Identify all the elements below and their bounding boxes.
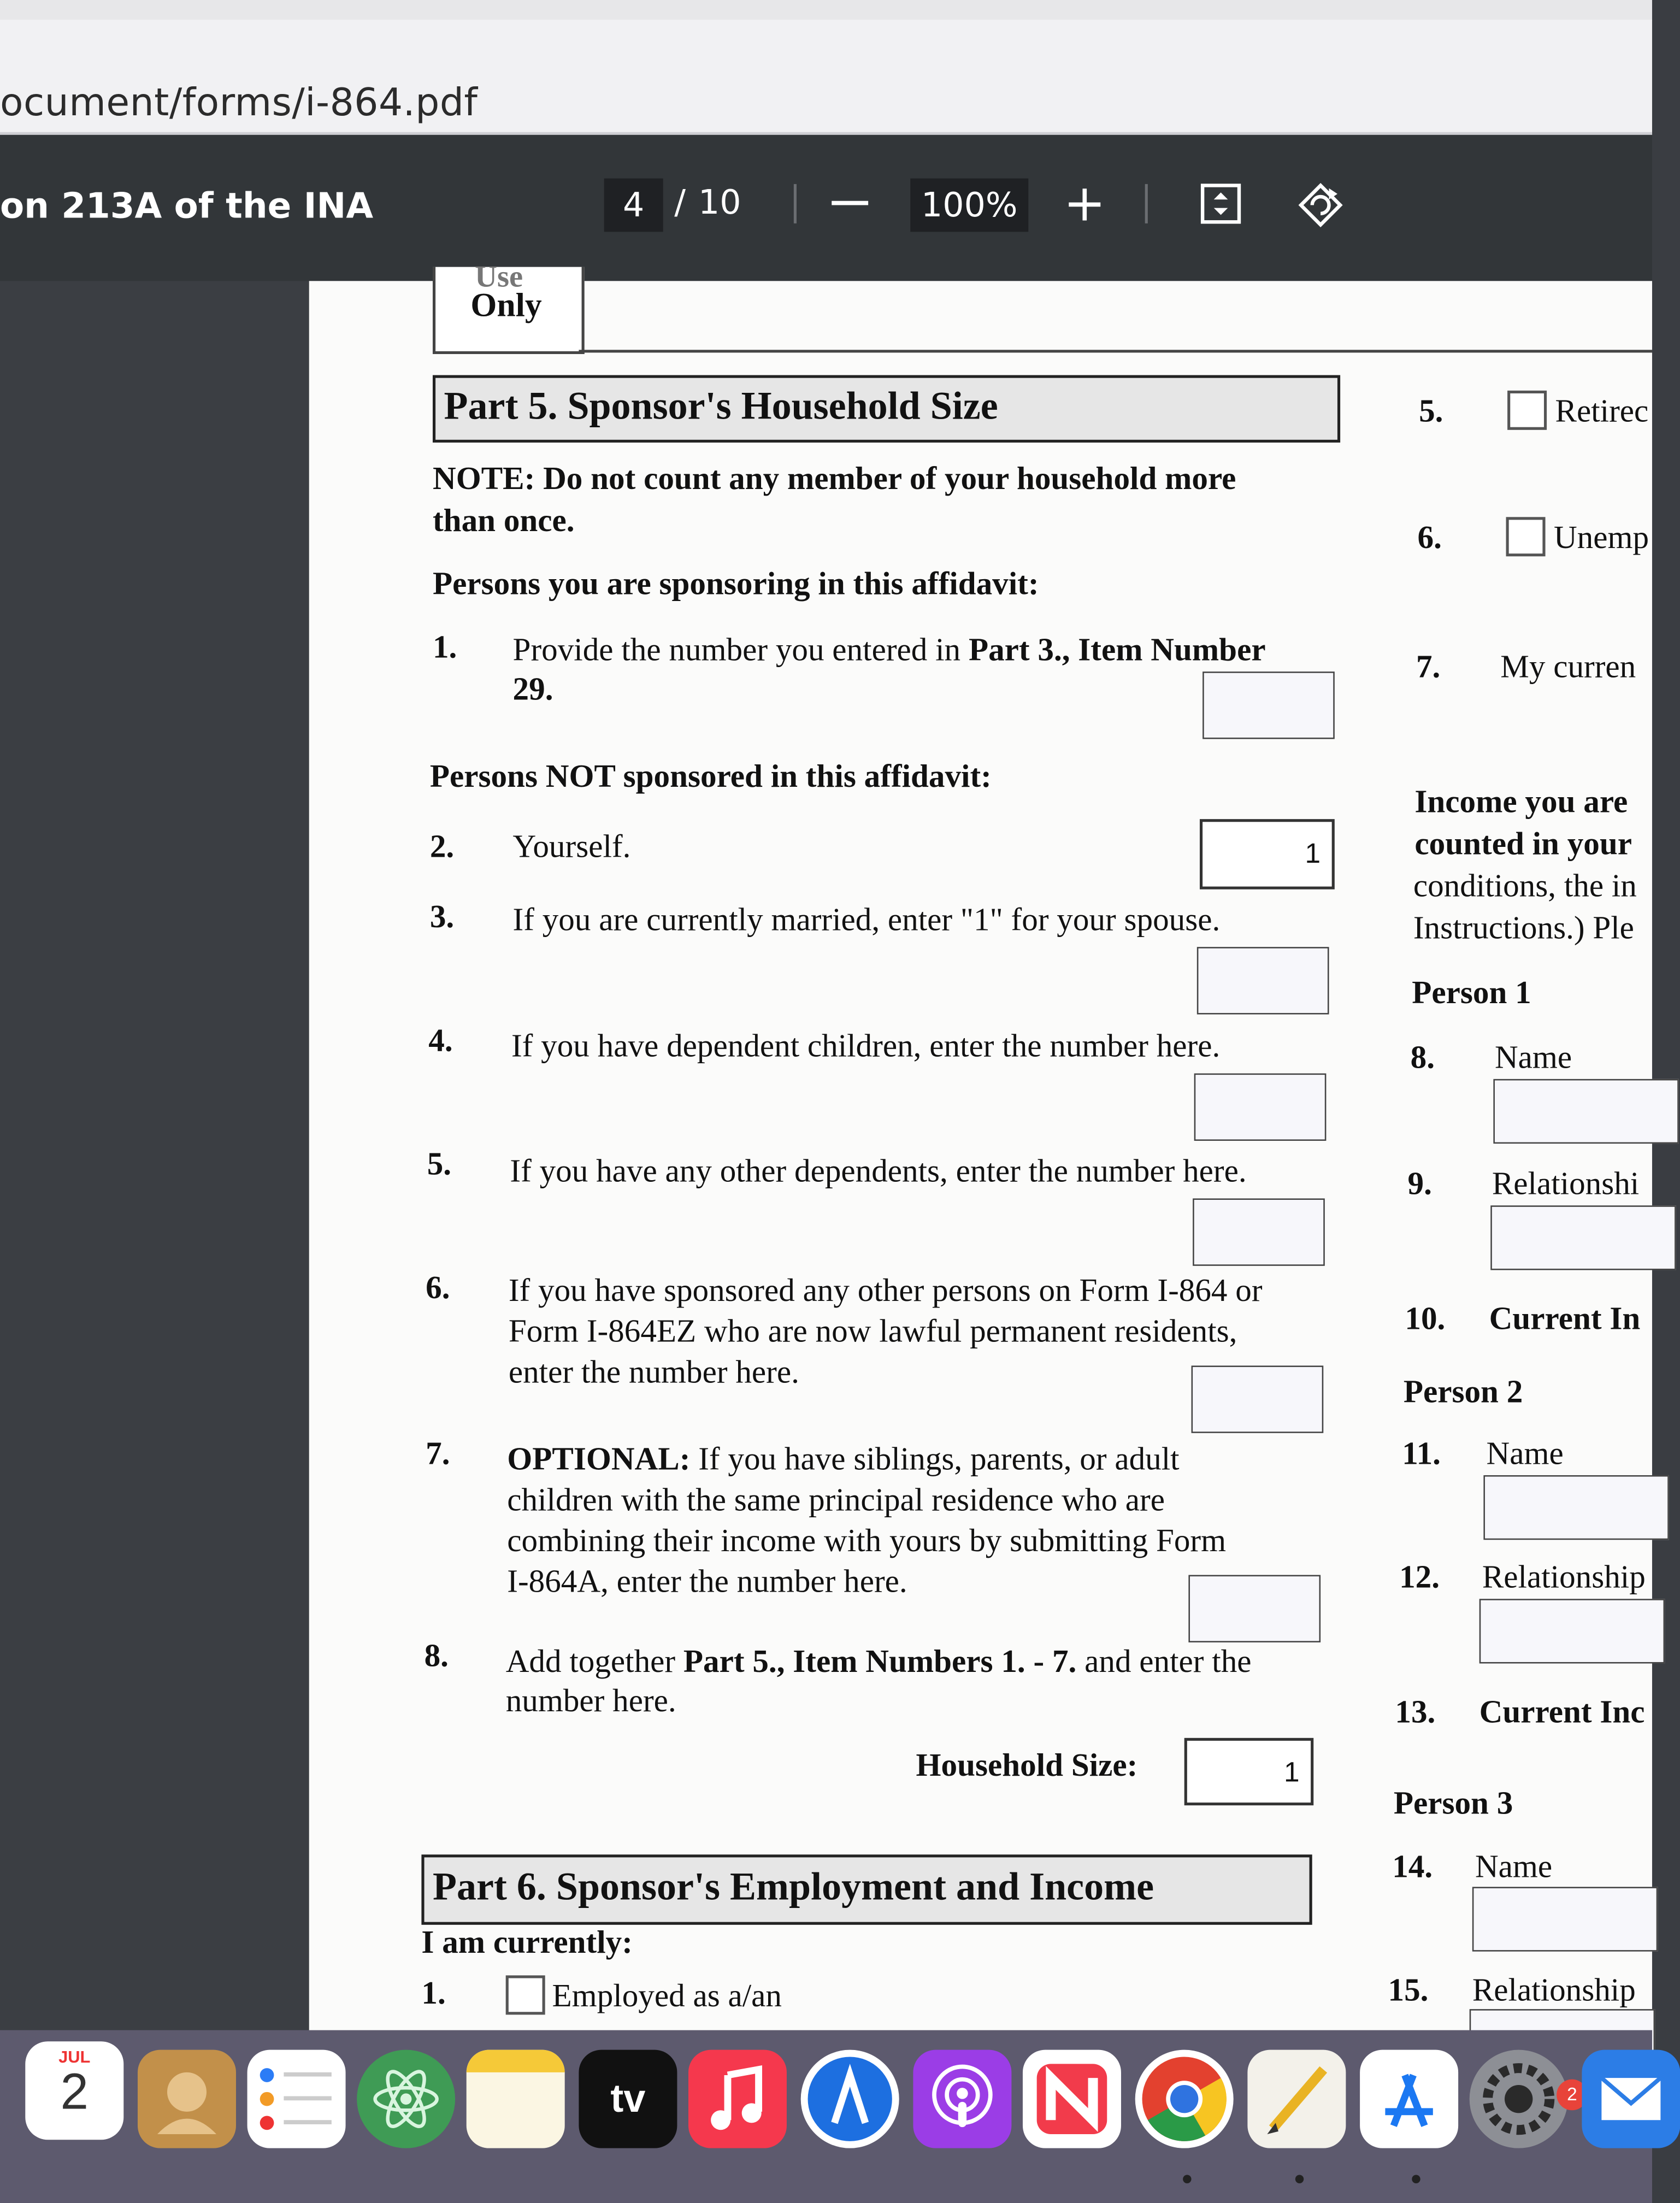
sponsoring-heading: Persons you are sponsoring in this affidavit: (432, 566, 1039, 602)
r-item9-number: 9. (1407, 1166, 1432, 1201)
current-income-text: My curren (1500, 649, 1636, 685)
page-separator: / (674, 182, 686, 222)
item1-text-line2: 29. (512, 671, 553, 707)
item8-text-a: Add together (505, 1644, 683, 1679)
household-size-value: 1 (1283, 1757, 1300, 1789)
zoom-in-button[interactable]: + (1063, 175, 1106, 233)
unemployed-checkbox[interactable] (1506, 517, 1546, 556)
fit-to-page-icon[interactable] (1200, 182, 1242, 225)
item8-text-c: and enter the (1076, 1644, 1252, 1679)
mail-icon[interactable] (1582, 2050, 1680, 2148)
employed-label: Employed as a/an (552, 1978, 782, 2013)
tab-strip (0, 0, 1652, 21)
person2-heading: Person 2 (1403, 1374, 1523, 1410)
person2-name-input[interactable] (1483, 1475, 1669, 1540)
part5-heading (433, 375, 1340, 443)
running-indicator (1295, 2175, 1304, 2183)
office-use-line2: Only (470, 288, 542, 325)
item4-text: If you have dependent children, enter the number here. (511, 1028, 1221, 1064)
item3-number: 3. (429, 899, 455, 934)
item1-text-a: Provide the number you entered in (512, 632, 969, 668)
person2-current-income-label: Current Inc (1479, 1694, 1645, 1730)
r-item5-number: 5. (1419, 393, 1443, 429)
item2-text: Yourself. (512, 829, 631, 864)
person3-name-label: Name (1475, 1848, 1553, 1884)
r-item11-number: 11. (1402, 1435, 1441, 1471)
item1-text (513, 632, 1266, 669)
item5-text: If you have any other dependents, enter the number here. (510, 1153, 1247, 1189)
r-item8-number: 8. (1410, 1039, 1435, 1075)
notes-header (467, 2050, 565, 2072)
r-item15-number: 15. (1388, 1972, 1429, 2008)
item8-line2: number here. (505, 1683, 676, 1718)
r-item10-number: 10. (1405, 1301, 1446, 1336)
item2-input[interactable] (1200, 819, 1335, 890)
r-item7-number: 7. (1416, 649, 1441, 685)
xcode-icon[interactable] (801, 2050, 899, 2148)
gear-icon (1470, 2050, 1568, 2148)
item6-line3: enter the number here. (508, 1354, 799, 1390)
not-sponsored-heading: Persons NOT sponsored in this affidavit: (429, 758, 992, 794)
calendar-icon[interactable] (25, 2041, 123, 2140)
item8-text-b: Part 5., Item Numbers 1. - 7. (683, 1644, 1077, 1679)
calendar-day: 2 (60, 2062, 89, 2120)
optional-label: OPTIONAL: (507, 1441, 691, 1477)
reminders-icon[interactable] (247, 2050, 346, 2148)
household-size-label: Household Size: (916, 1747, 1138, 1783)
r-item6-number: 6. (1417, 520, 1442, 555)
item5-input[interactable] (1193, 1198, 1325, 1265)
calendar-month: JUL (58, 2047, 91, 2067)
person1-current-income-label: Current In (1489, 1301, 1641, 1336)
chrome-glyph-icon (1135, 2050, 1234, 2148)
income-para-line1: Income you are (1414, 784, 1628, 820)
system-settings-icon[interactable] (1470, 2050, 1568, 2148)
item8-number: 8. (424, 1638, 449, 1674)
person2-name-label: Name (1486, 1435, 1564, 1471)
item7-number: 7. (426, 1435, 450, 1471)
office-use-line1: Use (475, 258, 523, 294)
toolbar-divider (794, 184, 797, 223)
app-store-icon[interactable] (1360, 2050, 1458, 2148)
app-store-glyph-icon (1360, 2050, 1458, 2148)
running-indicator (1183, 2175, 1191, 2183)
item5-number: 5. (427, 1146, 452, 1182)
rotate-icon[interactable] (1295, 180, 1346, 231)
running-indicator (1412, 2175, 1420, 2183)
address-bar[interactable] (0, 20, 1652, 135)
item7-line1-text: If you have siblings, parents, or adult (690, 1441, 1180, 1477)
currently-heading: I am currently: (421, 1924, 633, 1960)
envelope-icon (1582, 2050, 1680, 2148)
document-title: on 213A of the INA (0, 185, 374, 226)
person1-relationship-label: Relationshi (1492, 1166, 1640, 1201)
office-use-box (433, 258, 585, 354)
contacts-glyph-icon (138, 2050, 236, 2148)
page-total: 10 (698, 182, 741, 222)
person3-name-input[interactable] (1472, 1887, 1658, 1951)
income-para-line2: counted in your (1414, 826, 1632, 862)
chrome-icon[interactable] (1135, 2050, 1234, 2148)
unemployed-label: Unemp (1553, 520, 1649, 555)
item6-number: 6. (426, 1270, 450, 1305)
item1-text-b: Part 3., Item Number (968, 632, 1266, 668)
podcasts-glyph-icon (913, 2050, 1011, 2148)
person1-heading: Person 1 (1412, 975, 1531, 1010)
item7-line2: children with the same principal residence who are (507, 1482, 1165, 1518)
music-icon[interactable] (688, 2050, 787, 2148)
person2-relationship-label: Relationship (1482, 1559, 1646, 1595)
employed-checkbox[interactable] (506, 1975, 545, 2014)
person3-heading: Person 3 (1393, 1786, 1513, 1821)
xcode-glyph-icon (801, 2050, 899, 2148)
retired-label: Retirec (1555, 393, 1649, 429)
household-size-input[interactable] (1184, 1738, 1314, 1805)
zoom-level-input[interactable]: 100% (910, 179, 1028, 232)
news-glyph-icon (1023, 2050, 1121, 2148)
part6-item1-number: 1. (421, 1975, 446, 2011)
person1-name-input[interactable] (1493, 1079, 1678, 1144)
page-number-input[interactable]: 4 (604, 179, 663, 232)
note-line2: than once. (432, 503, 575, 538)
toolbar-divider (1145, 184, 1148, 223)
note-line1: NOTE: Do not count any member of your household more (432, 461, 1236, 496)
item8-line1 (506, 1644, 1252, 1681)
item7-line1 (507, 1441, 1179, 1478)
part6-heading-text: Part 6. Sponsor's Employment and Income (432, 1865, 1154, 1910)
person3-relationship-label: Relationship (1472, 1972, 1636, 2008)
item1-input[interactable] (1202, 671, 1335, 739)
income-para-line4: Instructions.) Ple (1413, 910, 1634, 946)
item3-text: If you are currently married, enter "1" for your spouse. (512, 902, 1221, 938)
item1-number: 1. (432, 629, 457, 665)
part6-heading (421, 1854, 1312, 1925)
item6-input[interactable] (1192, 1365, 1324, 1433)
item6-line1: If you have sponsored any other persons on Form I-864 or (508, 1273, 1263, 1308)
rule (579, 350, 1652, 352)
notification-badge: 2 (1557, 2080, 1588, 2111)
person1-name-label: Name (1494, 1039, 1572, 1075)
podcasts-icon[interactable] (913, 2050, 1011, 2148)
person1-relationship-input[interactable] (1490, 1205, 1676, 1270)
script-editor-icon[interactable] (1247, 2050, 1346, 2148)
income-para-line3: conditions, the in (1413, 868, 1637, 904)
pencil-icon (1247, 2050, 1346, 2148)
retired-checkbox[interactable] (1507, 391, 1547, 430)
person2-relationship-input[interactable] (1479, 1599, 1665, 1663)
part5-heading-text: Part 5. Sponsor's Household Size (444, 385, 998, 429)
item4-input[interactable] (1194, 1074, 1327, 1141)
item4-number: 4. (428, 1022, 453, 1058)
music-note-icon (688, 2050, 787, 2148)
r-item12-number: 12. (1399, 1559, 1440, 1595)
zoom-out-button[interactable] (832, 201, 868, 205)
item2-number: 2. (429, 829, 455, 864)
apple-tv-label: tv (610, 2076, 646, 2120)
item7-input[interactable] (1188, 1575, 1321, 1642)
notes-icon[interactable] (467, 2050, 565, 2148)
item2-value: 1 (1305, 839, 1321, 870)
item3-input[interactable] (1197, 947, 1329, 1014)
url-text[interactable]: ocument/forms/i-864.pdf (0, 81, 478, 125)
item7-line3: combining their income with yours by submitting Form (507, 1523, 1227, 1558)
apple-tv-icon[interactable] (579, 2050, 677, 2148)
r-item13-number: 13. (1395, 1694, 1436, 1730)
r-item14-number: 14. (1392, 1848, 1433, 1884)
item6-line2: Form I-864EZ who are now lawful permanent residents, (508, 1313, 1237, 1349)
atom-icon[interactable] (357, 2050, 455, 2148)
pdf-page (309, 258, 1652, 2037)
reminders-glyph-icon (247, 2050, 346, 2148)
atom-glyph-icon (357, 2050, 455, 2148)
news-icon[interactable] (1023, 2050, 1121, 2148)
item7-line4: I-864A, enter the number here. (507, 1563, 907, 1599)
contacts-icon[interactable] (138, 2050, 236, 2148)
